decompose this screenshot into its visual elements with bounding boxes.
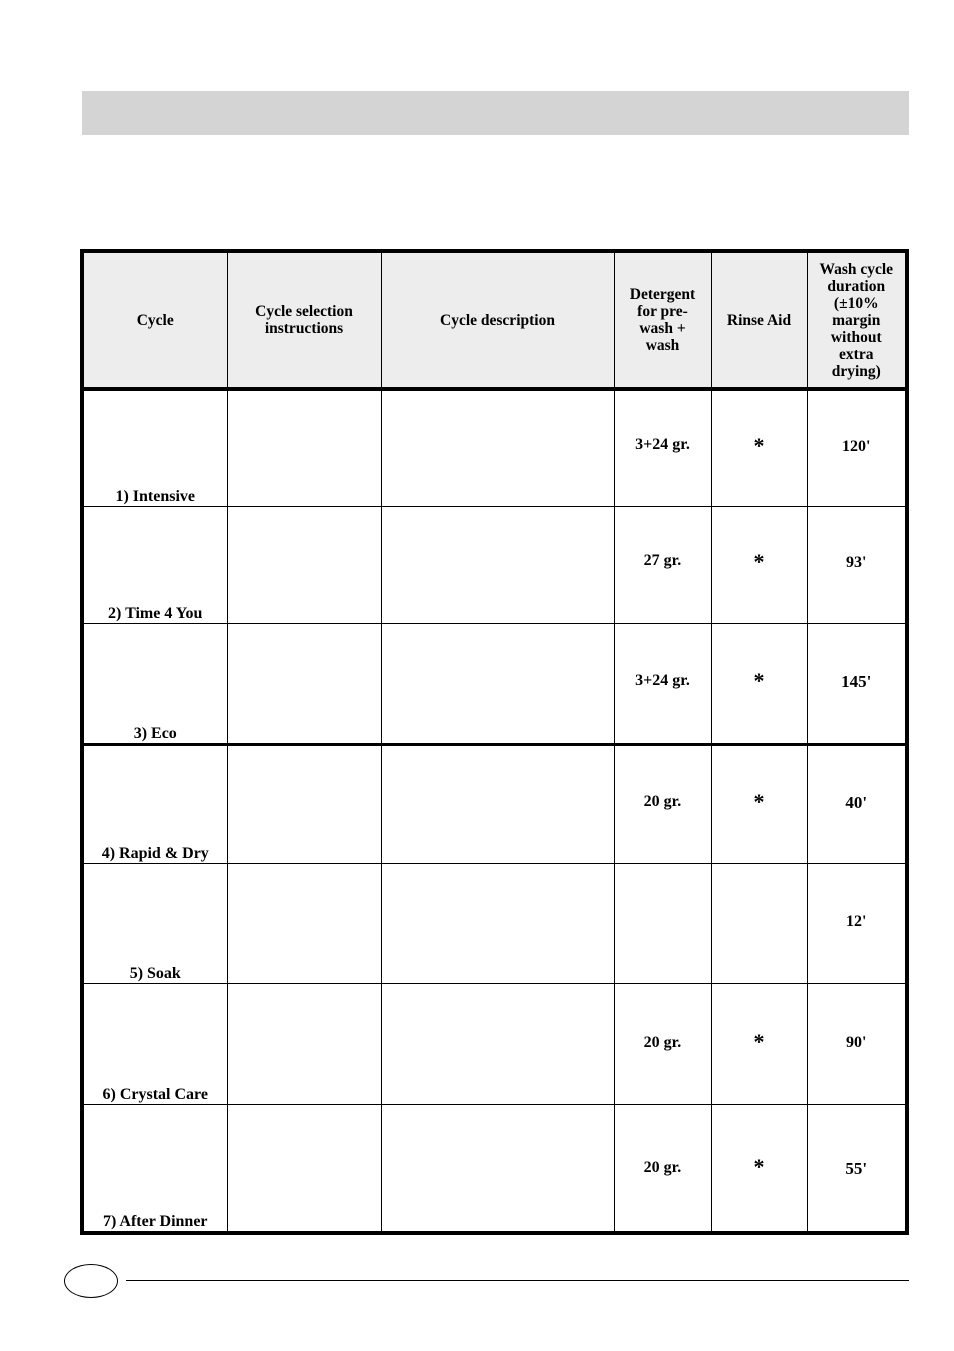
detergent-value: 3+24 gr.	[635, 671, 690, 689]
cycle-name: 6) Crystal Care	[82, 983, 227, 1104]
header-cycle-description: Cycle description	[381, 251, 614, 389]
selection-cell	[227, 1104, 381, 1233]
detergent-cell	[614, 744, 711, 863]
detergent-cell	[614, 623, 711, 744]
cycle-name: 2) Time 4 You	[82, 506, 227, 623]
selection-cell	[227, 506, 381, 623]
rinse-aid-cell	[711, 1104, 807, 1233]
footer-rule	[126, 1280, 909, 1281]
cycle-name: 1) Intensive	[82, 389, 227, 506]
duration-cell	[807, 983, 907, 1104]
selection-cell	[227, 983, 381, 1104]
cycle-name: 7) After Dinner	[82, 1104, 227, 1233]
rinse-aid-cell	[711, 506, 807, 623]
header-cycle: Cycle	[82, 251, 227, 389]
duration-cell	[807, 1104, 907, 1233]
duration-value: 55'	[845, 1158, 868, 1178]
rinse-aid-cell	[711, 623, 807, 744]
rinse-aid-cell	[711, 863, 807, 983]
duration-value: 93'	[846, 553, 867, 571]
cycle-name: 5) Soak	[82, 863, 227, 983]
detergent-cell	[614, 506, 711, 623]
detergent-value: 20 gr.	[643, 1158, 682, 1176]
rinse-aid-value: *	[753, 667, 765, 693]
duration-cell	[807, 863, 907, 983]
rinse-aid-value: *	[753, 433, 765, 458]
detergent-value: 20 gr.	[643, 792, 682, 810]
table-row	[82, 506, 907, 623]
table-row	[82, 983, 907, 1104]
rinse-aid-value: *	[753, 788, 765, 814]
rinse-aid-cell	[711, 389, 807, 506]
duration-value: 12'	[846, 912, 867, 930]
description-cell	[381, 983, 614, 1104]
duration-cell	[807, 623, 907, 744]
detergent-cell	[614, 389, 711, 506]
table-header-row	[82, 251, 907, 389]
description-cell	[381, 863, 614, 983]
header-rinse-aid: Rinse Aid	[711, 251, 807, 389]
table-row	[82, 1104, 907, 1233]
rinse-aid-cell	[711, 744, 807, 863]
rinse-aid-cell	[711, 983, 807, 1104]
description-cell	[381, 506, 614, 623]
table-row	[82, 744, 907, 863]
rinse-aid-value: *	[753, 1153, 765, 1179]
duration-cell	[807, 744, 907, 863]
detergent-cell	[614, 863, 711, 983]
detergent-value: 20 gr.	[643, 1033, 682, 1051]
table-row	[82, 863, 907, 983]
duration-value: 120'	[842, 438, 871, 455]
cycle-name: 3) Eco	[82, 623, 227, 744]
description-cell	[381, 623, 614, 744]
rinse-aid-value: *	[753, 548, 765, 574]
cycle-name: 4) Rapid & Dry	[82, 744, 227, 863]
duration-cell	[807, 506, 907, 623]
duration-value: 145'	[841, 671, 872, 691]
detergent-cell	[614, 983, 711, 1104]
selection-cell	[227, 389, 381, 506]
rinse-aid-value: *	[753, 1028, 765, 1054]
detergent-value: 27 gr.	[643, 551, 682, 569]
selection-cell	[227, 744, 381, 863]
table-row	[82, 623, 907, 744]
page-number-oval	[64, 1264, 118, 1298]
section-title-bar	[82, 91, 909, 135]
header-selection-instructions: Cycle selection instructions	[227, 251, 381, 389]
description-cell	[381, 389, 614, 506]
detergent-value: 3+24 gr.	[635, 436, 690, 453]
description-cell	[381, 744, 614, 863]
duration-value: 90'	[846, 1033, 867, 1051]
description-cell	[381, 1104, 614, 1233]
wash-cycles-table	[80, 249, 909, 1235]
selection-cell	[227, 623, 381, 744]
header-detergent: Detergent for pre-wash + wash	[614, 251, 711, 389]
table-row	[82, 389, 907, 506]
header-duration: Wash cycle duration (±10% margin without extra drying)	[807, 251, 907, 389]
duration-cell	[807, 389, 907, 506]
detergent-cell	[614, 1104, 711, 1233]
duration-value: 40'	[845, 792, 868, 812]
selection-cell	[227, 863, 381, 983]
